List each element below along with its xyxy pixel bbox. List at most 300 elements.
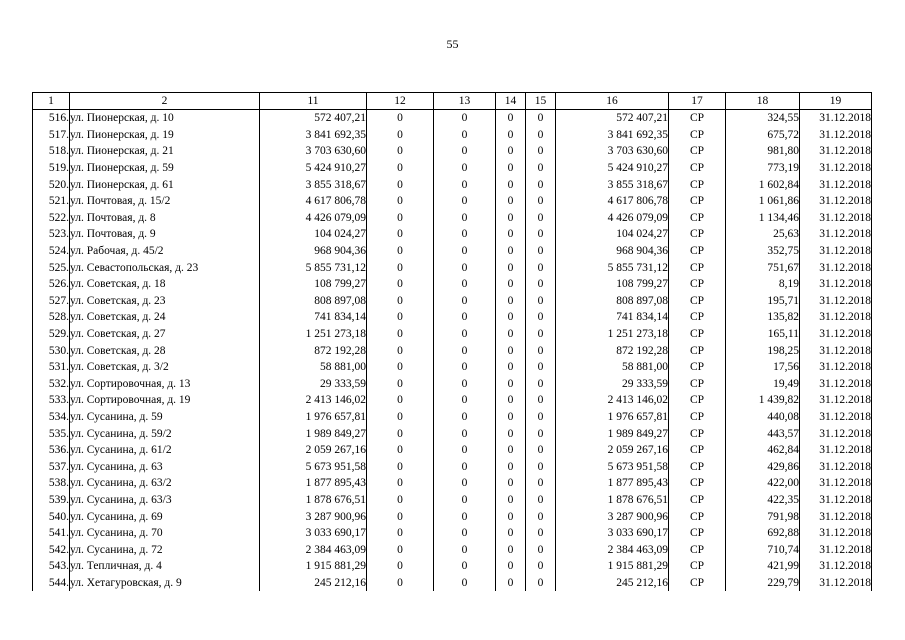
date-cell: 31.12.2018	[800, 575, 872, 592]
total-cell: 808 897,08	[556, 293, 669, 310]
row-number: 542.	[33, 541, 70, 558]
total-cell: 1 251 273,18	[556, 326, 669, 343]
value-cell: 0	[434, 193, 496, 210]
column-header: 12	[367, 93, 434, 110]
value-cell: 0	[496, 160, 526, 177]
date-cell: 31.12.2018	[800, 210, 872, 227]
value-cell: 0	[434, 143, 496, 160]
value-cell: 0	[496, 342, 526, 359]
column-header: 19	[800, 93, 872, 110]
date-cell: 31.12.2018	[800, 176, 872, 193]
row-number: 520.	[33, 176, 70, 193]
table-row	[33, 508, 872, 525]
code-cell: СР	[669, 326, 726, 343]
row-number: 543.	[33, 558, 70, 575]
address-cell: ул. Пионерская, д. 59	[70, 160, 260, 177]
amount-cell: 4 426 079,09	[260, 210, 367, 227]
value-cell: 0	[526, 160, 556, 177]
date-cell: 31.12.2018	[800, 558, 872, 575]
amount-cell: 2 413 146,02	[260, 392, 367, 409]
address-cell: ул. Советская, д. 23	[70, 293, 260, 310]
total-cell: 5 673 951,58	[556, 458, 669, 475]
table-row	[33, 575, 872, 592]
value-cell: 0	[496, 376, 526, 393]
row-number: 535.	[33, 425, 70, 442]
address-cell: ул. Сусанина, д. 59/2	[70, 425, 260, 442]
page-number: 55	[446, 37, 459, 51]
code-cell: СР	[669, 575, 726, 592]
date-cell: 31.12.2018	[800, 492, 872, 509]
code-cell: СР	[669, 342, 726, 359]
date-cell: 31.12.2018	[800, 409, 872, 426]
address-cell: ул. Тепличная, д. 4	[70, 558, 260, 575]
total-cell: 572 407,21	[556, 110, 669, 127]
value-cell: 0	[496, 210, 526, 227]
value-cell: 791,98	[726, 508, 800, 525]
date-cell: 31.12.2018	[800, 359, 872, 376]
code-cell: СР	[669, 176, 726, 193]
value-cell: 981,80	[726, 143, 800, 160]
value-cell: 0	[496, 409, 526, 426]
code-cell: СР	[669, 226, 726, 243]
address-cell: ул. Пионерская, д. 19	[70, 127, 260, 144]
value-cell: 0	[434, 508, 496, 525]
value-cell: 0	[496, 425, 526, 442]
amount-cell: 2 059 267,16	[260, 442, 367, 459]
value-cell: 0	[434, 525, 496, 542]
value-cell: 0	[434, 392, 496, 409]
value-cell: 0	[526, 243, 556, 260]
value-cell: 0	[367, 243, 434, 260]
code-cell: СР	[669, 143, 726, 160]
value-cell: 1 602,84	[726, 176, 800, 193]
code-cell: СР	[669, 276, 726, 293]
address-cell: ул. Советская, д. 24	[70, 309, 260, 326]
value-cell: 0	[526, 193, 556, 210]
code-cell: СР	[669, 525, 726, 542]
table-row	[33, 276, 872, 293]
value-cell: 0	[526, 110, 556, 127]
value-cell: 0	[496, 309, 526, 326]
code-cell: СР	[669, 293, 726, 310]
row-number: 544.	[33, 575, 70, 592]
code-cell: СР	[669, 458, 726, 475]
value-cell: 229,79	[726, 575, 800, 592]
table-row	[33, 425, 872, 442]
value-cell: 0	[496, 392, 526, 409]
value-cell: 0	[526, 127, 556, 144]
amount-cell: 5 855 731,12	[260, 259, 367, 276]
address-cell: ул. Сусанина, д. 72	[70, 541, 260, 558]
value-cell: 0	[367, 376, 434, 393]
date-cell: 31.12.2018	[800, 160, 872, 177]
table-row	[33, 226, 872, 243]
code-cell: СР	[669, 309, 726, 326]
value-cell: 0	[526, 525, 556, 542]
amount-cell: 104 024,27	[260, 226, 367, 243]
value-cell: 0	[367, 127, 434, 144]
value-cell: 429,86	[726, 458, 800, 475]
code-cell: СР	[669, 442, 726, 459]
value-cell: 0	[496, 492, 526, 509]
code-cell: СР	[669, 359, 726, 376]
value-cell: 0	[496, 326, 526, 343]
value-cell: 0	[434, 127, 496, 144]
value-cell: 0	[367, 210, 434, 227]
code-cell: СР	[669, 541, 726, 558]
code-cell: СР	[669, 409, 726, 426]
row-number: 536.	[33, 442, 70, 459]
value-cell: 0	[496, 458, 526, 475]
column-header: 13	[434, 93, 496, 110]
total-cell: 3 855 318,67	[556, 176, 669, 193]
row-number: 522.	[33, 210, 70, 227]
date-cell: 31.12.2018	[800, 110, 872, 127]
amount-cell: 5 424 910,27	[260, 160, 367, 177]
table-row	[33, 193, 872, 210]
value-cell: 0	[526, 558, 556, 575]
total-cell: 3 033 690,17	[556, 525, 669, 542]
value-cell: 0	[434, 226, 496, 243]
amount-cell: 5 673 951,58	[260, 458, 367, 475]
table-row	[33, 492, 872, 509]
table-row	[33, 392, 872, 409]
value-cell: 0	[367, 359, 434, 376]
row-number: 526.	[33, 276, 70, 293]
total-cell: 1 878 676,51	[556, 492, 669, 509]
value-cell: 0	[526, 541, 556, 558]
value-cell: 17,56	[726, 359, 800, 376]
table-row	[33, 143, 872, 160]
amount-cell: 1 877 895,43	[260, 475, 367, 492]
table-row	[33, 475, 872, 492]
amount-cell: 3 033 690,17	[260, 525, 367, 542]
amount-cell: 3 855 318,67	[260, 176, 367, 193]
address-cell: ул. Советская, д. 3/2	[70, 359, 260, 376]
value-cell: 0	[434, 176, 496, 193]
address-cell: ул. Почтовая, д. 8	[70, 210, 260, 227]
value-cell: 0	[367, 409, 434, 426]
value-cell: 0	[496, 226, 526, 243]
date-cell: 31.12.2018	[800, 276, 872, 293]
value-cell: 198,25	[726, 342, 800, 359]
value-cell: 0	[526, 210, 556, 227]
value-cell: 0	[367, 293, 434, 310]
date-cell: 31.12.2018	[800, 475, 872, 492]
value-cell: 0	[526, 475, 556, 492]
value-cell: 0	[367, 193, 434, 210]
total-cell: 104 024,27	[556, 226, 669, 243]
address-cell: ул. Сортировочная, д. 19	[70, 392, 260, 409]
value-cell: 0	[496, 176, 526, 193]
amount-cell: 872 192,28	[260, 342, 367, 359]
value-cell: 0	[367, 342, 434, 359]
value-cell: 0	[526, 458, 556, 475]
value-cell: 0	[367, 392, 434, 409]
table-row	[33, 342, 872, 359]
value-cell: 0	[496, 276, 526, 293]
value-cell: 0	[526, 392, 556, 409]
row-number: 531.	[33, 359, 70, 376]
value-cell: 0	[496, 525, 526, 542]
value-cell: 422,35	[726, 492, 800, 509]
amount-cell: 4 617 806,78	[260, 193, 367, 210]
amount-cell: 741 834,14	[260, 309, 367, 326]
value-cell: 0	[526, 425, 556, 442]
column-header: 15	[526, 93, 556, 110]
row-number: 527.	[33, 293, 70, 310]
table-row	[33, 409, 872, 426]
date-cell: 31.12.2018	[800, 342, 872, 359]
date-cell: 31.12.2018	[800, 127, 872, 144]
value-cell: 0	[526, 276, 556, 293]
date-cell: 31.12.2018	[800, 392, 872, 409]
row-number: 539.	[33, 492, 70, 509]
code-cell: СР	[669, 193, 726, 210]
address-cell: ул. Советская, д. 28	[70, 342, 260, 359]
value-cell: 0	[367, 492, 434, 509]
address-cell: ул. Рабочая, д. 45/2	[70, 243, 260, 260]
value-cell: 0	[367, 309, 434, 326]
address-cell: ул. Пионерская, д. 10	[70, 110, 260, 127]
value-cell: 0	[367, 575, 434, 592]
row-number: 523.	[33, 226, 70, 243]
code-cell: СР	[669, 376, 726, 393]
value-cell: 0	[496, 359, 526, 376]
address-cell: ул. Сортировочная, д. 13	[70, 376, 260, 393]
code-cell: СР	[669, 508, 726, 525]
value-cell: 0	[434, 442, 496, 459]
value-cell: 25,63	[726, 226, 800, 243]
value-cell: 0	[496, 193, 526, 210]
amount-cell: 968 904,36	[260, 243, 367, 260]
date-cell: 31.12.2018	[800, 525, 872, 542]
registry-table	[32, 92, 872, 591]
value-cell: 0	[434, 458, 496, 475]
value-cell: 710,74	[726, 541, 800, 558]
row-number: 528.	[33, 309, 70, 326]
total-cell: 3 287 900,96	[556, 508, 669, 525]
row-number: 529.	[33, 326, 70, 343]
value-cell: 0	[526, 226, 556, 243]
value-cell: 0	[496, 575, 526, 592]
date-cell: 31.12.2018	[800, 259, 872, 276]
column-header: 18	[726, 93, 800, 110]
date-cell: 31.12.2018	[800, 442, 872, 459]
address-cell: ул. Сусанина, д. 63	[70, 458, 260, 475]
date-cell: 31.12.2018	[800, 226, 872, 243]
value-cell: 0	[434, 160, 496, 177]
value-cell: 440,08	[726, 409, 800, 426]
value-cell: 0	[434, 575, 496, 592]
value-cell: 422,00	[726, 475, 800, 492]
total-cell: 5 855 731,12	[556, 259, 669, 276]
table-row	[33, 458, 872, 475]
value-cell: 0	[496, 293, 526, 310]
date-cell: 31.12.2018	[800, 425, 872, 442]
address-cell: ул. Сусанина, д. 70	[70, 525, 260, 542]
amount-cell: 2 384 463,09	[260, 541, 367, 558]
value-cell: 0	[526, 376, 556, 393]
total-cell: 2 059 267,16	[556, 442, 669, 459]
address-cell: ул. Сусанина, д. 59	[70, 409, 260, 426]
row-number: 519.	[33, 160, 70, 177]
value-cell: 443,57	[726, 425, 800, 442]
value-cell: 0	[367, 458, 434, 475]
value-cell: 0	[434, 110, 496, 127]
value-cell: 0	[526, 309, 556, 326]
value-cell: 0	[367, 525, 434, 542]
value-cell: 0	[496, 541, 526, 558]
table-row	[33, 127, 872, 144]
total-cell: 1 989 849,27	[556, 425, 669, 442]
value-cell: 0	[526, 293, 556, 310]
value-cell: 0	[496, 442, 526, 459]
code-cell: СР	[669, 475, 726, 492]
amount-cell: 245 212,16	[260, 575, 367, 592]
table-row	[33, 525, 872, 542]
value-cell: 0	[367, 475, 434, 492]
table-row	[33, 359, 872, 376]
row-number: 541.	[33, 525, 70, 542]
row-number: 518.	[33, 143, 70, 160]
code-cell: СР	[669, 392, 726, 409]
amount-cell: 1 251 273,18	[260, 326, 367, 343]
value-cell: 421,99	[726, 558, 800, 575]
date-cell: 31.12.2018	[800, 243, 872, 260]
table-row	[33, 376, 872, 393]
row-number: 533.	[33, 392, 70, 409]
value-cell: 0	[496, 259, 526, 276]
value-cell: 773,19	[726, 160, 800, 177]
row-number: 517.	[33, 127, 70, 144]
table-row	[33, 326, 872, 343]
total-cell: 741 834,14	[556, 309, 669, 326]
value-cell: 692,88	[726, 525, 800, 542]
table-row	[33, 293, 872, 310]
value-cell: 0	[496, 243, 526, 260]
date-cell: 31.12.2018	[800, 193, 872, 210]
value-cell: 0	[434, 475, 496, 492]
address-cell: ул. Сусанина, д. 63/3	[70, 492, 260, 509]
column-header: 2	[70, 93, 260, 110]
value-cell: 0	[434, 326, 496, 343]
value-cell: 0	[434, 210, 496, 227]
value-cell: 0	[434, 293, 496, 310]
code-cell: СР	[669, 160, 726, 177]
address-cell: ул. Сусанина, д. 69	[70, 508, 260, 525]
address-cell: ул. Советская, д. 18	[70, 276, 260, 293]
amount-cell: 1 989 849,27	[260, 425, 367, 442]
row-number: 530.	[33, 342, 70, 359]
column-header: 1	[33, 93, 70, 110]
address-cell: ул. Сусанина, д. 63/2	[70, 475, 260, 492]
value-cell: 0	[367, 143, 434, 160]
value-cell: 1 061,86	[726, 193, 800, 210]
value-cell: 1 134,46	[726, 210, 800, 227]
total-cell: 1 877 895,43	[556, 475, 669, 492]
value-cell: 0	[496, 143, 526, 160]
value-cell: 0	[434, 259, 496, 276]
row-number: 516.	[33, 110, 70, 127]
address-cell: ул. Пионерская, д. 21	[70, 143, 260, 160]
date-cell: 31.12.2018	[800, 458, 872, 475]
address-cell: ул. Почтовая, д. 15/2	[70, 193, 260, 210]
row-number: 538.	[33, 475, 70, 492]
value-cell: 0	[526, 409, 556, 426]
code-cell: СР	[669, 558, 726, 575]
amount-cell: 1 976 657,81	[260, 409, 367, 426]
value-cell: 0	[434, 276, 496, 293]
value-cell: 0	[496, 475, 526, 492]
address-cell: ул. Пионерская, д. 61	[70, 176, 260, 193]
value-cell: 0	[526, 575, 556, 592]
amount-cell: 29 333,59	[260, 376, 367, 393]
code-cell: СР	[669, 127, 726, 144]
row-number: 524.	[33, 243, 70, 260]
total-cell: 3 703 630,60	[556, 143, 669, 160]
address-cell: ул. Советская, д. 27	[70, 326, 260, 343]
date-cell: 31.12.2018	[800, 293, 872, 310]
value-cell: 0	[434, 243, 496, 260]
code-cell: СР	[669, 425, 726, 442]
amount-cell: 3 841 692,35	[260, 127, 367, 144]
value-cell: 19,49	[726, 376, 800, 393]
date-cell: 31.12.2018	[800, 376, 872, 393]
table-row	[33, 259, 872, 276]
table-row	[33, 110, 872, 127]
date-cell: 31.12.2018	[800, 309, 872, 326]
total-cell: 2 413 146,02	[556, 392, 669, 409]
value-cell: 0	[434, 541, 496, 558]
amount-cell: 58 881,00	[260, 359, 367, 376]
row-number: 534.	[33, 409, 70, 426]
value-cell: 751,67	[726, 259, 800, 276]
value-cell: 0	[367, 326, 434, 343]
value-cell: 0	[526, 442, 556, 459]
total-cell: 4 426 079,09	[556, 210, 669, 227]
amount-cell: 572 407,21	[260, 110, 367, 127]
value-cell: 0	[367, 276, 434, 293]
date-cell: 31.12.2018	[800, 508, 872, 525]
code-cell: СР	[669, 259, 726, 276]
value-cell: 0	[526, 143, 556, 160]
value-cell: 0	[367, 259, 434, 276]
table-row	[33, 541, 872, 558]
value-cell: 0	[434, 359, 496, 376]
total-cell: 2 384 463,09	[556, 541, 669, 558]
table-row	[33, 243, 872, 260]
value-cell: 0	[526, 326, 556, 343]
code-cell: СР	[669, 492, 726, 509]
code-cell: СР	[669, 210, 726, 227]
value-cell: 0	[434, 425, 496, 442]
total-cell: 29 333,59	[556, 376, 669, 393]
address-cell: ул. Почтовая, д. 9	[70, 226, 260, 243]
amount-cell: 3 703 630,60	[260, 143, 367, 160]
value-cell: 0	[526, 259, 556, 276]
value-cell: 352,75	[726, 243, 800, 260]
table-row	[33, 558, 872, 575]
row-number: 525.	[33, 259, 70, 276]
total-cell: 4 617 806,78	[556, 193, 669, 210]
column-header: 14	[496, 93, 526, 110]
amount-cell: 3 287 900,96	[260, 508, 367, 525]
table-row	[33, 176, 872, 193]
row-number: 521.	[33, 193, 70, 210]
value-cell: 165,11	[726, 326, 800, 343]
value-cell: 0	[367, 558, 434, 575]
